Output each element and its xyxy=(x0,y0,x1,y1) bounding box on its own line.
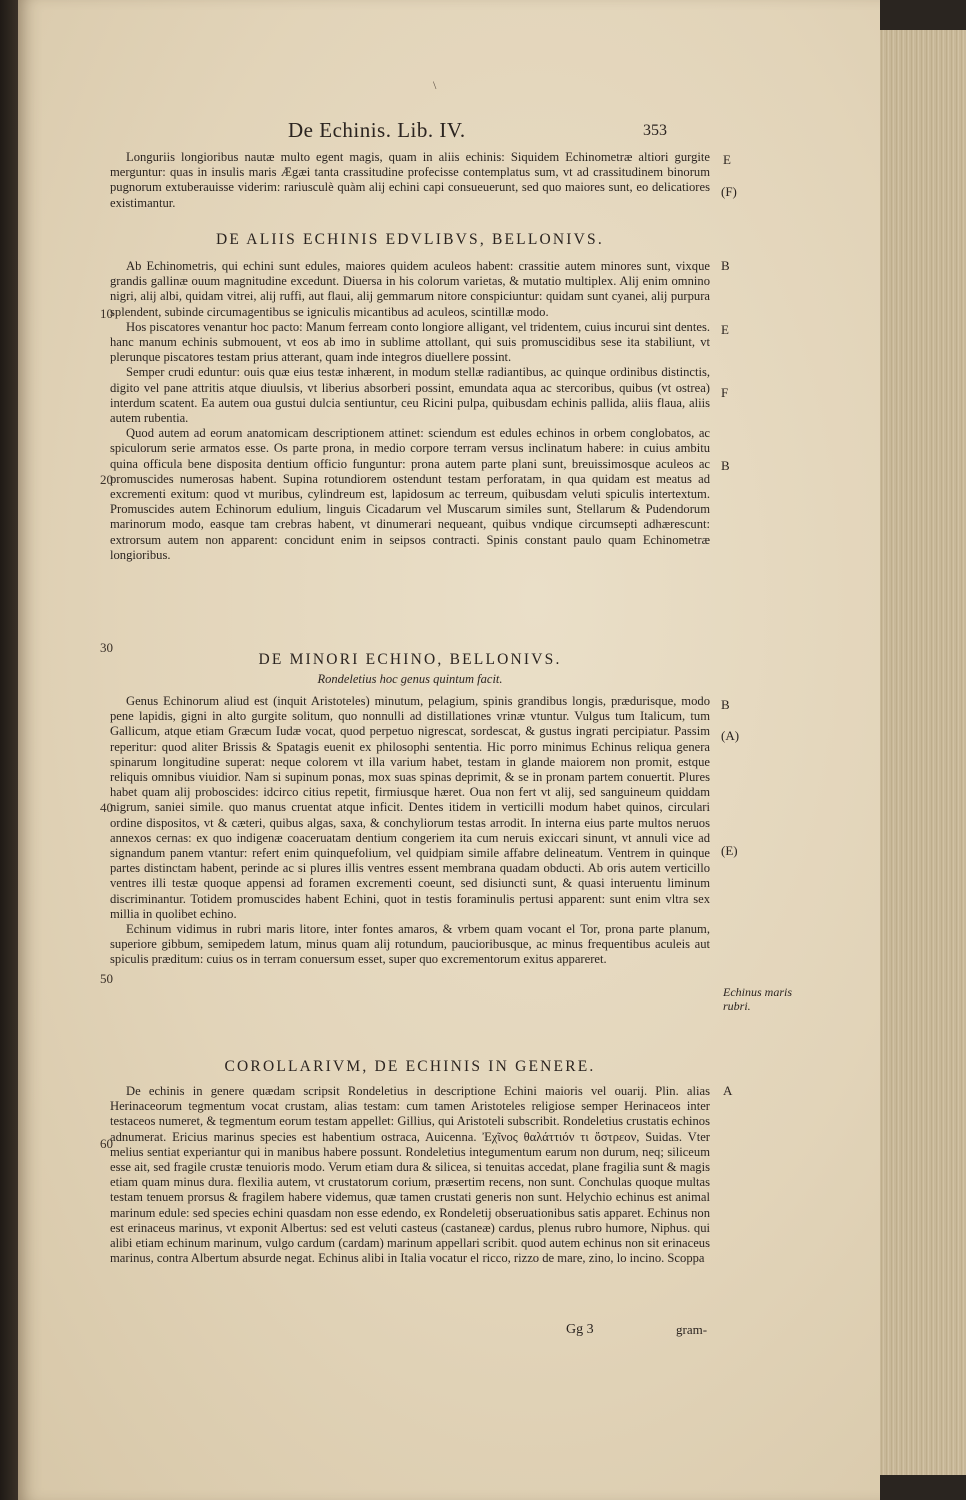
margin-note: Echinus maris rubri. xyxy=(723,985,792,1013)
paragraph: Semper crudi eduntur: ouis quæ eius testæ inhærent, in modum stellæ radiantibus, ac quinque ordinibus distinctis, digito vel pane attritis atque diuulsis, vt liberius absorberi possint, emundata aqua ac stercoribus, quibus (vt ostrea) interdum scatent. Ea autem oua gustui dulcia sentiuntur, ceu Ricini pulpa, quibusdam echinis pallida, aliis flaua, aliis autem rubentia. xyxy=(110,365,710,426)
book-binding xyxy=(0,0,18,1500)
page-footer xyxy=(18,1322,880,1342)
section-corollarium xyxy=(110,1084,710,1266)
margin-letter: B xyxy=(721,697,730,712)
section-subheading: Rondeletius hoc genus quintum facit. xyxy=(317,672,503,686)
section-heading-de-minori: DE MINORI ECHINO, BELLONIVS. xyxy=(258,651,562,668)
line-number: 40 xyxy=(100,800,113,815)
margin-letter: B xyxy=(721,258,730,273)
signature-mark: Gg 3 xyxy=(566,1322,594,1337)
line-number: 10 xyxy=(100,306,113,321)
top-mark: \ xyxy=(433,78,437,92)
book-page xyxy=(18,0,880,1500)
margin-letter: (F) xyxy=(721,184,737,199)
margin-letter: E xyxy=(721,322,729,337)
section-de-minori xyxy=(110,694,710,968)
page-edges xyxy=(880,30,966,1475)
margin-letter: (E) xyxy=(721,843,738,858)
paragraph: Longuriis longioribus nautæ multo egent magis, quam in aliis echinis: Siquidem Echinometræ altiori gurgite merguntur: quas in insulis maris Ægæi tanta crassitudine profecisse contemplatus sum, vt ad crassitudinem binorum pugnorum extuberauisse viderim: rariusculè quàm alij echini capi consueuerunt, sed quo maiores sunt, eo delicatiores existimantur. xyxy=(110,150,710,210)
paragraph: Quod autem ad eorum anatomicam descriptionem attinet: sciendum est edules echinos in orbem conglobatos, ac spiculorum serie armatos esse. Os parte prona, in medio corpore terram versus inclinatum habere: in cuius ambitu quina officula bene disposita dentium officio funguntur: prona autem parte plani sunt, breuissimosque aculeos ac promuscides numerosas habent. Supina rotundiorem ostendunt testam perforatam, in qua quidam est meatus ad excrementi exitum: quod vt muribus, cylindreum est, lapidosum ac terreum, quibusdam veluti spiculis intertextum. Promuscides autem Echinorum edulium, linguis Cicadarum vel Muscarum similes sunt, Stellarum & Pudendorum marinorum modo, easque tam crebras habent, vt dinumerari nequeant, quibus vndique circumsepti adhærescunt: extrorsum autem non apparent: concidunt enim in seipsos contracti. Spinis constant paulo quam Echinometræ longioribus. xyxy=(110,426,710,562)
paragraph: De echinis in genere quædam scripsit Rondeletius in descriptione Echini maioris vel ouarij. Plin. alias Herinaceorum tegmentum vocat crustam, alias testam: cum tamen Aristoteles religiose semper Herinaceos inter testaceos numeret, & tegmentum eorum testam appellet: Gillius, qui Aristoteli subscribit. Rondeletius crustatis echinos adnumerat. Ericius marinus species est habentium ostraca, Auicenna. Ἐχῖνος θαλάττιόν τι ὄστρεον, Suidas. Vter melius sentiat experiantur qui in manibus habere possunt. Rondeletius integumentum earum non durum, neq; siliceum esse ait, sed fragile crustæ tenuioris modo. Verum etiam dura & silicea, si tenuitas accedat, plane fragilia sunt & magis etiam quam minus dura. flexilia autem, vt crustatorum corium, præsertim recens, non sunt. Conchulas quoque multas testam tenuem prorsus & fragilem habere videmus, quæ tamen crustati generis non sunt. Helychio echinus est animal marinum edule: sed species echini quasdam non esse edendo, ex Rondeletij obseruationibus satis apparet. Echinus non est erinaceus marinus, vt exponit Albertus: sed est veluti casteus (castaneæ) cardus, plenus rubro humore, Niphus. qui alibi etiam echinum marinum, vulgo cardum (cardam) marinum appellari scribit. quod autem echinus non sit erinaceus marinus, contra Albertum absurde negat. Echinus alibi in Italia vocatur el ricco, rizzo de mare, zino, lo incino. Scoppa xyxy=(110,1084,710,1266)
margin-letter: B xyxy=(721,458,730,473)
line-number: 60 xyxy=(100,1136,113,1151)
section-heading-corollarium: COROLLARIVM, DE ECHINIS IN GENERE. xyxy=(224,1058,596,1075)
margin-letter: E xyxy=(723,152,731,167)
paragraph: Genus Echinorum aliud est (inquit Aristoteles) minutum, pelagium, spinis grandibus longis, prædurisque, modo pene lapidis, gigni in alto gurgite solitum, quo nonnulli ad distillationes vrinæ vtuntur. Vulgus tum Italicum, tum Gallicum, atque etiam Græcum Iudæ vocat, quod perpetuo nigrescat, sordescat, & gustus ingrati percipiatur. Passim reperitur: quod aliter Brissis & Spatagis euenit ex philosophi sententia. Hic porro minimus Echinus reliqua genera spinarum longitudine superat: neque colorem vt illa varium habet, testam in glande maiorem non promit, estque reliquis omnibus viuidior. Nam si supinum ponas, mox suas spinas deprimit, & se in pronam partem conuertit. Plures habet quam alij proboscides: idcirco citius repetit, firmiusque hæret. Oua non fert vt alij, sed sanguineum quiddam nigrum, saniei simile. quo manus cruentat atque inficit. Dentes itidem in verticilli modum habet quinos, circulari ordine dispositos, vt & cæteri, quibus algas, saxa, & conchyliorum testas arrodit. In interna eius parte multos neruos annexos cernas: ex quo indigenæ coaceruatam dentium congeriem ita cum neruis exiccari sinunt, vt annuli vice ad signandum panem vtantur: refert enim quinquefolium, vel quidpiam simile affabre delineatum. Ventrem in quinque partes distinctam habent, perinde ac si plures illis ventres essent membrana quadam obducti. Ab oris autem verticillo ventres illi testæ quoque appensi ad foramen excrementi coeunt, sed disiuncti sunt, & quasi interuentu liminum discriminantur. Totidem promuscides habent Echini, quot in testis foraminulis pertusi apparent: sunt enim vltra sex millia in quolibet echino. xyxy=(110,694,710,921)
margin-letter: A xyxy=(723,1083,733,1098)
running-head: De Echinis. Lib. IV. xyxy=(288,118,466,142)
paragraph: Ab Echinometris, qui echini sunt edules, maiores quidem aculeos habent: crassitie autem minores sunt, vixque grandis gallinæ ouum magnitudine excedunt. Diuersa in his colorum varietas, & mutatio multiplex. Alij enim omnino nigri, alij albi, quidam vitrei, alij ruffi, aut flaui, alij gemmarum nitore conspiciuntur: quidam sunt cyanei, alij purpura splendent, subinde circumagentibus se igniculis micantibus ad aculeos, scintillæ modo. xyxy=(110,259,710,319)
line-number: 20 xyxy=(100,472,113,487)
folio-number: 353 xyxy=(643,122,667,139)
catchword: gram- xyxy=(676,1322,708,1337)
page-header xyxy=(18,118,880,154)
margin-letter: (A) xyxy=(721,728,740,743)
section-heading-de-aliis: DE ALIIS ECHINIS EDVLIBVS, BELLONIVS. xyxy=(216,231,604,248)
paragraph: Echinum vidimus in rubri maris litore, inter fontes amaros, & vrbem quam vocant el Tor, prona parte planum, superiore gibbum, semipedem latum, minus quam alij rotundum, paucioribusque, ac minus frequentibus aculeis aut spiculis præditum: cuius os in terram conuersum esset, super quo excrementorum exitus appareret. xyxy=(110,922,710,967)
line-number: 50 xyxy=(100,971,113,986)
section-intro xyxy=(110,150,710,211)
section-de-aliis xyxy=(110,259,710,563)
line-number: 30 xyxy=(100,640,113,655)
paragraph: Hos piscatores venantur hoc pacto: Manum ferream conto longiore alligant, vel tridentem, cuius incurui sint dentes. hanc manum echinis submouent, vt eos ab imo in sublime attollant, qui suis promuscidibus sese ita stabiliunt, vt plerunque piscatores testam prius atterant, quam inde integros diuellere possint. xyxy=(110,319,710,365)
margin-letter: F xyxy=(721,385,729,400)
